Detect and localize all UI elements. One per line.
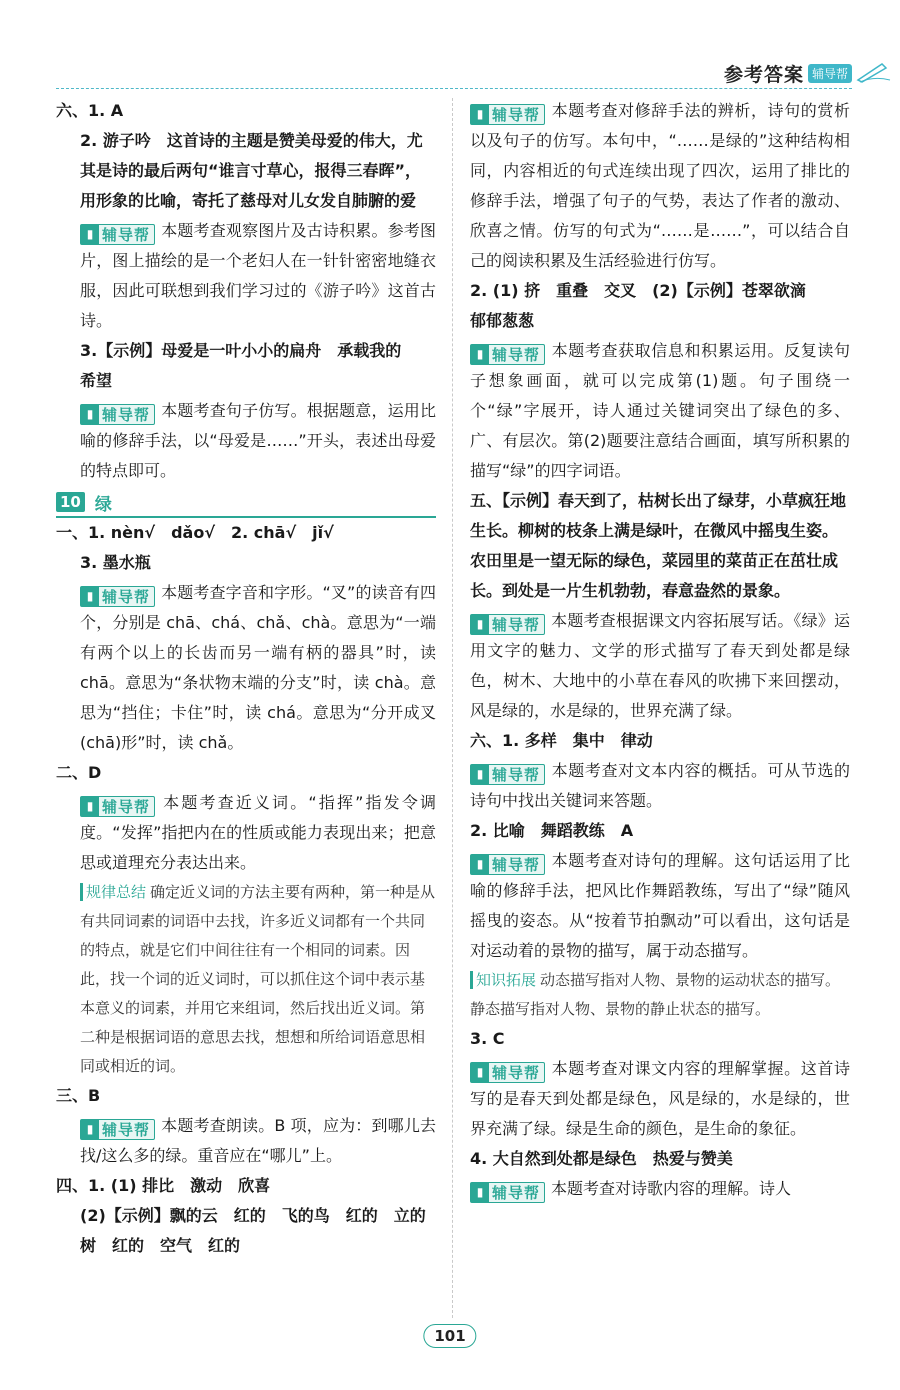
answer-line: 2. 比喻 舞蹈教练 A	[470, 821, 634, 840]
answer-line: 六、1. A	[56, 101, 124, 120]
book-icon: ▮	[471, 855, 489, 874]
book-icon: ▮	[81, 405, 99, 424]
explanation: ▮ 辅导帮 本题考查对文本内容的概括。可从节选的诗句中找出关键词来答题。	[470, 756, 850, 816]
answer-line: 用形象的比喻，寄托了慈母对儿女发自肺腑的爱	[80, 191, 417, 210]
answer-line: 一、1. nèn√ dǎo√ 2. chā√ jǐ√	[56, 523, 334, 542]
book-icon: ▮	[471, 1183, 489, 1202]
explanation: ▮ 辅导帮 本题考查近义词。“指挥”指发令调度。“发挥”指把内在的性质或能力表现出来；把意思或道理充分表达出来。	[56, 788, 436, 878]
book-icon: ▮	[471, 765, 489, 784]
explanation: ▮ 辅导帮 本题考查句子仿写。根据题意，运用比喻的修辞手法，以“母爱是……”开头，表述出母爱的特点即可。	[56, 396, 436, 486]
explanation: ▮ 辅导帮 本题考查对课文内容的理解掌握。这首诗写的是春天到处都是绿色，风是绿的，水是绿的，世界充满了绿。绿是生命的颜色，是生命的象征。	[470, 1054, 850, 1144]
answer-line: 六、1. 多样 集中 律动	[470, 731, 653, 750]
book-icon: ▮	[81, 1120, 99, 1139]
page-header	[724, 58, 852, 88]
book-icon: ▮	[471, 345, 489, 364]
lesson-heading	[56, 488, 436, 518]
book-icon: ▮	[471, 615, 489, 634]
book-icon: ▮	[471, 105, 489, 124]
fudaobang-tag: ▮ 辅导帮	[470, 1176, 545, 1197]
lesson-number: 10	[56, 492, 85, 512]
answer-line: 2. (1) 挤 重叠 交叉 (2)【示例】苍翠欲滴	[470, 281, 806, 300]
fudaobang-tag: ▮ 辅导帮	[80, 398, 155, 419]
fudaobang-tag: ▮ 辅导帮	[470, 608, 545, 629]
fudaobang-tag: ▮ 辅导帮	[470, 1056, 545, 1077]
explanation: ▮ 辅导帮 本题考查字音和字形。“叉”的读音有四个，分别是 chā、chá、chǎ、chà。意思为“一端有两个以上的长齿而另一端有柄的器具”时，读 chā。意思为“条状物末端的分支”时，读 chà。意思为“挡住；卡住”时，读 chá。意思为“分开成叉(chā)形”时，读 chǎ。	[56, 578, 436, 758]
answer-line: 3. 墨水瓶	[80, 553, 151, 572]
answer-line: 三、B	[56, 1086, 101, 1105]
explanation: ▮ 辅导帮 本题考查观察图片及古诗积累。参考图片，图上描绘的是一个老妇人在一针针密密地缝衣服，因此可联想到我们学习过的《游子吟》这首古诗。	[56, 216, 436, 336]
answer-line: 2. 游子吟 这首诗的主题是赞美母爱的伟大，尤	[80, 131, 423, 150]
pencil-icon	[856, 60, 892, 84]
explanation: ▮ 辅导帮 本题考查对诗句的理解。这句话运用了比喻的修辞手法，把风比作舞蹈教练，写出了“绿”随风摇曳的姿态。从“按着节拍飘动”可以看出，这句话是对运动着的景物的描写，属于动态描写。	[470, 846, 850, 966]
fudaobang-tag: ▮ 辅导帮	[470, 338, 545, 359]
answer-line: 五、【示例】春天到了，枯树长出了绿芽，小草疯狂地生长。柳树的枝条上满是绿叶，在微风中摇曳生姿。农田里是一望无际的绿色，菜园里的菜苗正在茁壮成长。到处是一片生机勃勃，春意盎然的景象。	[470, 491, 847, 600]
fudaobang-tag: ▮ 辅导帮	[470, 848, 545, 869]
header-rule	[56, 88, 852, 89]
left-column	[56, 96, 436, 1261]
explanation: ▮ 辅导帮 本题考查获取信息和积累运用。反复读句子想象画面，就可以完成第(1)题。句子围绕一个“绿”字展开，诗人通过关键词突出了绿色的多、广、有层次。第(2)题要注意结合画面，填写所积累的描写“绿”的四字词语。	[470, 336, 850, 486]
explanation: ▮ 辅导帮 本题考查朗读。B 项，应为：到哪儿去找/这么多的绿。重音应在“哪儿”上。	[56, 1111, 436, 1171]
fudaobang-tag: ▮ 辅导帮	[80, 790, 155, 811]
explanation: ▮ 辅导帮 本题考查对修辞手法的辨析，诗句的赏析以及句子的仿写。本句中，“……是绿的”这种结构相同，内容相近的句式连续出现了四次，运用了排比的修辞手法，增强了句子的气势，表达了作者的激动、欣喜之情。仿写的句式为“……是……”，可以结合自己的阅读积累及生活经验进行仿写。	[470, 96, 850, 276]
answer-line: 4. 大自然到处都是绿色 热爱与赞美	[470, 1149, 733, 1168]
rule-summary: 规律总结 确定近义词的方法主要有两种，第一种是从有共同词素的词语中去找，许多近义词都有一个共同的特点，就是它们中间往往有一个相同的词素。因此，找一个词的近义词时，可以抓住这个词中表示基本意义的词素，并用它来组词，然后找出近义词。第二种是根据词语的意思去找，想想和所给词语意思相同或相近的词。	[80, 883, 436, 1075]
answer-line: 四、1. (1) 排比 激动 欣喜	[56, 1176, 271, 1195]
fudaobang-tag: ▮ 辅导帮	[80, 580, 155, 601]
explanation: ▮ 辅导帮 本题考查对诗歌内容的理解。诗人	[470, 1174, 850, 1204]
answer-line: 二、D	[56, 763, 102, 782]
fudaobang-tag: ▮ 辅导帮	[80, 218, 155, 239]
answer-line: 3. C	[470, 1029, 505, 1048]
book-icon: ▮	[471, 1063, 489, 1082]
book-icon: ▮	[81, 225, 99, 244]
answer-line: 其是诗的最后两句“谁言寸草心，报得三春晖”，	[80, 161, 422, 180]
fudaobang-tag: ▮ 辅导帮	[80, 1113, 155, 1134]
answer-line: 希望	[80, 371, 113, 390]
explanation: ▮ 辅导帮 本题考查根据课文内容拓展写话。《绿》运用文字的魅力、文学的形式描写了春天到处都是绿色，树木、大地中的小草在春风的吹拂下来回摆动，风是绿的，水是绿的，世界充满了绿。	[470, 606, 850, 726]
knowledge-extension-tag: 知识拓展	[470, 971, 536, 989]
fudaobang-tag: ▮ 辅导帮	[470, 98, 545, 119]
column-divider	[452, 98, 453, 1318]
book-icon: ▮	[81, 587, 99, 606]
knowledge-extension: 知识拓展 动态描写指对人物、景物的运动状态的描写。静态描写指对人物、景物的静止状态的描写。	[470, 971, 841, 1018]
header-badge: 辅导帮	[808, 64, 852, 83]
answer-line: 3.【示例】母爱是一叶小小的扁舟 承载我的	[80, 341, 402, 360]
right-column	[470, 96, 850, 1204]
lesson-title: 绿	[94, 494, 112, 515]
fudaobang-tag: ▮ 辅导帮	[470, 758, 545, 779]
book-icon: ▮	[81, 797, 99, 816]
rule-summary-tag: 规律总结	[80, 883, 146, 901]
answer-line: (2)【示例】飘的云 红的 飞的鸟 红的 立的	[80, 1206, 426, 1225]
answer-line: 树 红的 空气 红的	[80, 1236, 241, 1255]
page-number: 101	[423, 1324, 476, 1348]
header-title: 参考答案	[723, 63, 804, 86]
answer-line: 郁郁葱葱	[470, 311, 535, 330]
